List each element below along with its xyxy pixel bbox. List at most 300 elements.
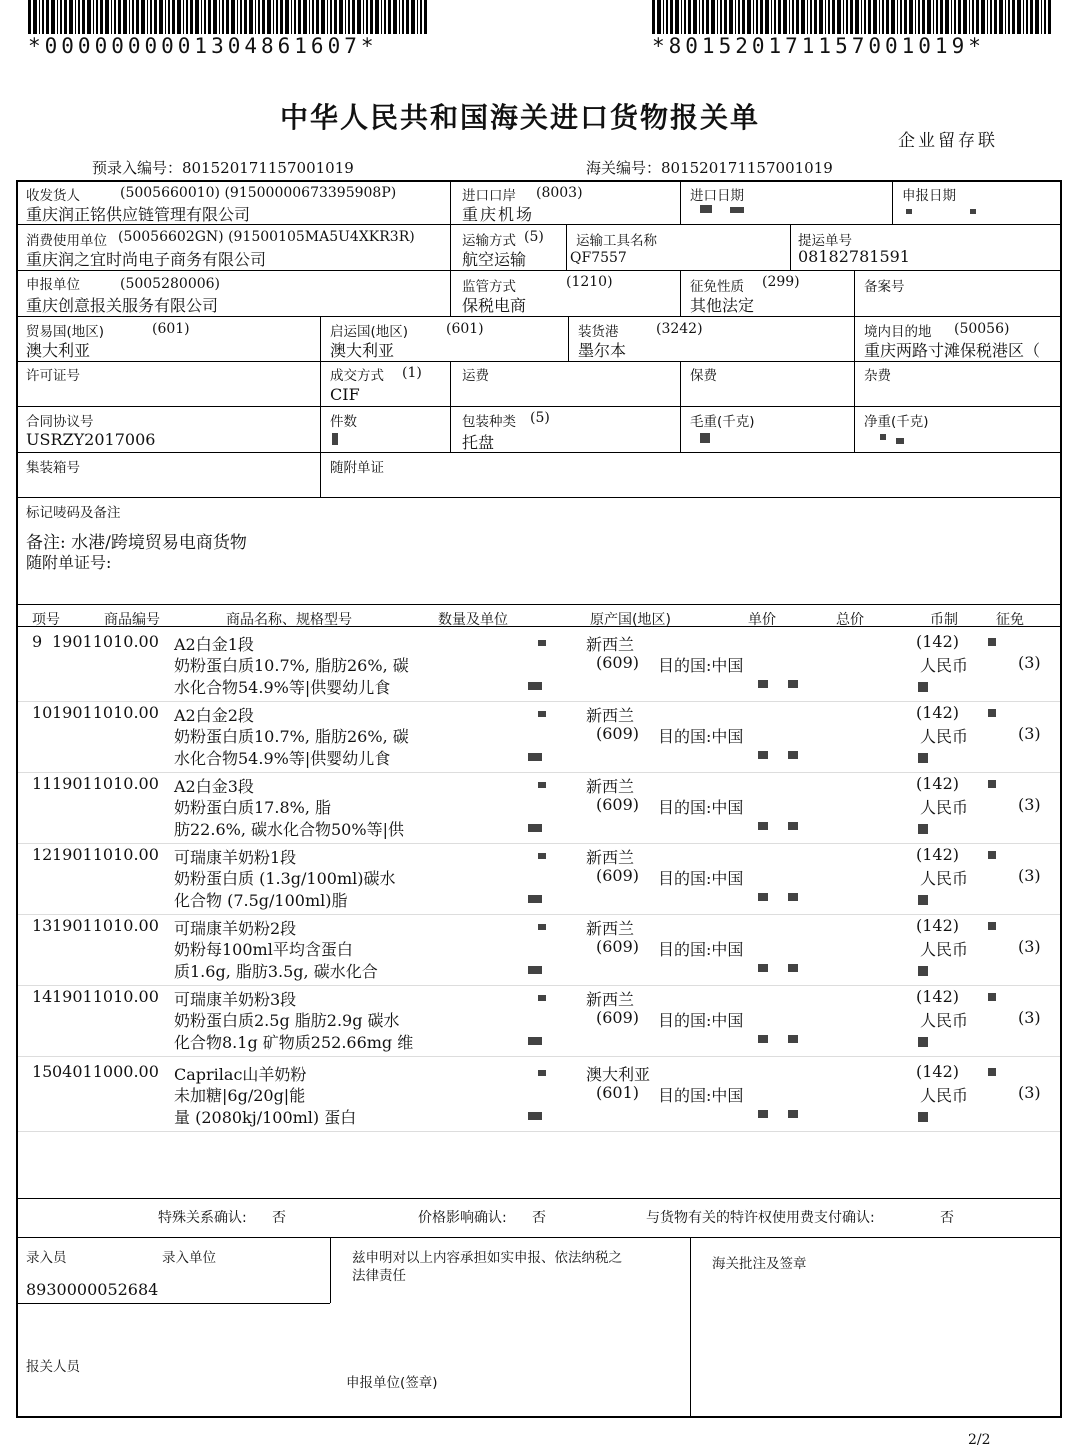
item-spec2: 化合物 (7.5g/100ml)脂 — [174, 891, 348, 910]
barcode-bar — [78, 0, 80, 34]
item-code: 19011010.00 — [52, 703, 159, 722]
barcode-bar — [172, 0, 175, 34]
item-spec1: 奶粉蛋白质17.8%, 脂 — [174, 798, 332, 817]
barcode-bar — [879, 0, 880, 34]
item-currency: 人民币 — [920, 869, 969, 888]
package-label: 包装种类 — [462, 414, 516, 430]
barcode-bar — [801, 0, 805, 34]
declaration-text-1: 兹申明对以上内容承担如实申报、依法纳税之 — [352, 1250, 622, 1266]
pre-entry-number: 预录入编号：801520171157001019 — [92, 159, 354, 177]
barcode-bar — [96, 0, 98, 34]
redaction-mark — [758, 1110, 768, 1118]
item-spec2: 化合物8.1g 矿物质252.66mg 维 — [174, 1033, 414, 1052]
item-spec2: 质1.6g, 脂肪3.5g, 碳水化合 — [174, 962, 378, 981]
remark-line2: 随附单证号: — [26, 553, 112, 572]
barcode-bar — [411, 0, 415, 34]
barcode-bar — [231, 0, 235, 34]
item-no: 15 — [32, 1062, 53, 1081]
barcode-bar — [69, 0, 73, 34]
item-country-code: (609) — [596, 1008, 640, 1027]
barcode-bar — [819, 0, 823, 34]
deal-mode-label: 成交方式 — [330, 368, 384, 384]
declarant-label: 申报单位 — [26, 277, 80, 293]
royalty-value: 否 — [940, 1210, 954, 1226]
col-levy: 征免 — [996, 612, 1024, 628]
barcode-bar — [657, 0, 661, 34]
price-influence-label: 价格影响确认: — [418, 1210, 507, 1226]
item-levy: (3) — [1018, 795, 1041, 814]
barcode-bar — [873, 0, 877, 34]
col-quantity: 数量及单位 — [438, 612, 508, 628]
item-no: 14 — [32, 987, 53, 1006]
item-country-code: (609) — [596, 724, 640, 743]
destination-value: 重庆两路寸滩保税港区（ — [864, 341, 1041, 360]
item-cur-code: (142) — [916, 632, 960, 651]
vehicle-value: QF7557 — [570, 250, 627, 266]
redaction-mark — [528, 1037, 542, 1045]
item-cur-code: (142) — [916, 916, 960, 935]
levy-value: 其他法定 — [690, 296, 755, 315]
item-code: 19011010.00 — [52, 987, 159, 1006]
item-spec1: 奶粉每100ml平均含蛋白 — [174, 940, 353, 959]
supervision-code: (1210) — [566, 274, 613, 290]
barcode-bar — [348, 0, 350, 34]
barcode-bar — [201, 0, 202, 34]
barcode-bar — [909, 0, 913, 34]
remark-line1: 备注: 水港/跨境贸易电商货物 — [26, 533, 247, 553]
price-influence-value: 否 — [532, 1210, 546, 1226]
barcode-bar — [756, 0, 758, 34]
barcode-bar — [724, 0, 727, 34]
barcode-bar — [684, 0, 686, 34]
barcode-bar — [825, 0, 826, 34]
barcode-bar — [1008, 0, 1010, 34]
item-spec2: 量 (2080kj/100ml) 蛋白 — [174, 1108, 357, 1127]
item-levy: (3) — [1018, 1083, 1041, 1102]
page-number: 2/2 — [968, 1432, 991, 1448]
barcode-bar — [940, 0, 943, 34]
barcode-bar — [183, 0, 184, 34]
col-item-no: 项号 — [32, 612, 60, 628]
origin-country-label: 启运国(地区) — [330, 324, 409, 340]
barcode-bar — [159, 0, 163, 34]
customs-number: 海关编号：801520171157001019 — [586, 159, 833, 177]
barcode-bar — [60, 0, 62, 34]
item-levy: (3) — [1018, 653, 1041, 672]
barcode-bar — [994, 0, 997, 34]
barcode-bar — [945, 0, 949, 34]
barcode-bar — [111, 0, 112, 34]
redaction-mark — [758, 751, 768, 759]
barcode-bar — [273, 0, 274, 34]
levy-code: (299) — [762, 274, 800, 290]
freight-label: 运费 — [462, 368, 489, 384]
barcode-bar — [963, 0, 967, 34]
barcode-bar — [954, 0, 956, 34]
item-name: Caprilac山羊奶粉 — [174, 1065, 307, 1084]
barcode-bar — [255, 0, 256, 34]
barcode-bar — [262, 0, 265, 34]
item-currency: 人民币 — [920, 798, 969, 817]
barcode-bar — [711, 0, 715, 34]
barcode-bar — [352, 0, 355, 34]
item-currency: 人民币 — [920, 1011, 969, 1030]
barcode-bar — [729, 0, 733, 34]
barcode-bar — [1048, 0, 1051, 34]
barcode-bar — [663, 0, 664, 34]
barcode-bar — [933, 0, 934, 34]
barcode-bar — [789, 0, 790, 34]
item-country-code: (609) — [596, 937, 640, 956]
transport-mode-label: 运输方式 — [462, 233, 516, 249]
package-code: (5) — [530, 410, 550, 426]
item-levy: (3) — [1018, 1008, 1041, 1027]
barcode-bar — [312, 0, 314, 34]
loading-port-label: 装货港 — [578, 324, 619, 340]
barcode-bar — [28, 0, 31, 34]
barcode-bar — [796, 0, 799, 34]
barcode-bar — [384, 0, 386, 34]
barcode-bar — [1023, 0, 1024, 34]
barcode-bar — [190, 0, 193, 34]
item-name: A2白金1段 — [174, 635, 254, 654]
redaction-mark — [918, 895, 928, 905]
barcode-bar — [735, 0, 736, 34]
barcode-bar — [105, 0, 109, 34]
barcode-bar — [868, 0, 871, 34]
barcode-bar — [177, 0, 181, 34]
redaction-mark — [988, 638, 996, 646]
declaration-text-2: 法律责任 — [352, 1268, 406, 1284]
barcode-bar — [675, 0, 679, 34]
trade-country-code: (601) — [152, 321, 190, 337]
barcode-bar — [976, 0, 979, 34]
item-levy: (3) — [1018, 724, 1041, 743]
item-spec1: 奶粉蛋白质2.5g 脂肪2.9g 碳水 — [174, 1011, 400, 1030]
item-spec1: 奶粉蛋白质 (1.3g/100ml)碳水 — [174, 869, 396, 888]
table-row — [18, 630, 1060, 702]
item-country-code: (609) — [596, 795, 640, 814]
col-unit-price: 单价 — [748, 612, 776, 628]
redaction-mark — [788, 893, 798, 901]
customs-approval-label: 海关批注及签章 — [712, 1256, 807, 1272]
destination-label: 境内目的地 — [864, 324, 932, 340]
redaction-mark — [538, 711, 546, 717]
barcode-bar — [666, 0, 668, 34]
barcode-bar — [147, 0, 148, 34]
item-spec1: 未加糖|6g/20g|能 — [174, 1086, 306, 1105]
record-label: 备案号 — [864, 279, 905, 295]
barcode-bar — [828, 0, 830, 34]
item-no: 10 — [32, 703, 53, 722]
redaction-mark — [758, 822, 768, 830]
barcode-bar — [93, 0, 94, 34]
barcode-bar — [267, 0, 271, 34]
barcode-bar — [927, 0, 931, 34]
barcode-bar — [370, 0, 373, 34]
barcode-bar — [922, 0, 925, 34]
barcode-bar — [843, 0, 844, 34]
item-cur-code: (142) — [916, 845, 960, 864]
gross-weight-label: 毛重(千克) — [690, 414, 755, 430]
barcode-bar — [298, 0, 301, 34]
redaction-mark — [788, 822, 798, 830]
barcode-bar — [990, 0, 992, 34]
barcode-bar — [321, 0, 325, 34]
barcode-bar — [42, 0, 44, 34]
item-spec2: 水化合物54.9%等|供婴幼儿食 — [174, 749, 391, 768]
barcode-bar — [652, 0, 655, 34]
barcode-bar — [399, 0, 400, 34]
redaction-mark — [758, 964, 768, 972]
item-currency: 人民币 — [920, 940, 969, 959]
barcode-bar — [186, 0, 188, 34]
item-currency: 人民币 — [920, 1086, 969, 1105]
barcode-bar — [222, 0, 224, 34]
consumer-code: (50056602GN) (91500105MA5U4XKR3R) — [118, 229, 415, 245]
barcode-bar — [810, 0, 812, 34]
redaction-mark — [918, 682, 928, 692]
redaction-mark — [988, 851, 996, 859]
barcode-bar — [406, 0, 409, 34]
barcode-bar — [330, 0, 332, 34]
barcode-bar — [742, 0, 745, 34]
barcode-bar — [39, 0, 40, 34]
barcode-bar — [1035, 0, 1039, 34]
barcode-bar — [915, 0, 916, 34]
import-date-label: 进口日期 — [690, 188, 744, 204]
item-spec1: 奶粉蛋白质10.7%, 脂肪26%, 碳 — [174, 727, 409, 746]
contract-label: 合同协议号 — [26, 414, 94, 430]
barcode-bar — [999, 0, 1003, 34]
vehicle-label: 运输工具名称 — [576, 233, 657, 249]
barcode-bar — [738, 0, 740, 34]
broker-label: 报关人员 — [26, 1359, 80, 1375]
item-spec2: 肪22.6%, 碳水化合物50%等|供 — [174, 820, 404, 839]
redaction-mark — [788, 751, 798, 759]
levy-label: 征免性质 — [690, 279, 744, 295]
barcode-bar — [951, 0, 952, 34]
barcode-bar — [114, 0, 116, 34]
supervision-label: 监管方式 — [462, 279, 516, 295]
bill-label: 提运单号 — [798, 233, 852, 249]
barcode-bar — [969, 0, 970, 34]
barcode-bar — [363, 0, 364, 34]
barcode-bar — [339, 0, 343, 34]
table-row — [18, 843, 1060, 915]
barcode-bar — [129, 0, 130, 34]
item-country-code: (609) — [596, 866, 640, 885]
barcode-bar — [771, 0, 772, 34]
barcode-bar — [75, 0, 76, 34]
barcode-bar — [150, 0, 152, 34]
item-dest: 目的国:中国 — [658, 1011, 744, 1030]
barcode-bar — [904, 0, 907, 34]
item-dest: 目的国:中国 — [658, 940, 744, 959]
item-spec2: 水化合物54.9%等|供婴幼儿食 — [174, 678, 391, 697]
redaction-mark — [988, 780, 996, 788]
barcode-bar — [792, 0, 794, 34]
redaction-mark — [758, 680, 768, 688]
license-label: 许可证号 — [26, 368, 80, 384]
barcode-bar — [226, 0, 229, 34]
item-name: A2白金2段 — [174, 706, 254, 725]
redaction-mark — [528, 682, 542, 690]
redaction-mark — [918, 966, 928, 976]
barcode-bar — [366, 0, 368, 34]
barcode-bar — [219, 0, 220, 34]
barcode-bar — [747, 0, 751, 34]
barcode-bar — [388, 0, 391, 34]
redaction-mark — [758, 893, 768, 901]
barcode-bar — [981, 0, 985, 34]
barcode-bar — [141, 0, 145, 34]
barcode-bar — [699, 0, 700, 34]
net-weight-label: 净重(千克) — [864, 414, 929, 430]
barcode-bar — [1012, 0, 1015, 34]
barcode-bar — [327, 0, 328, 34]
redaction-mark — [538, 782, 546, 788]
barcode-bar — [64, 0, 67, 34]
document-title: 中华人民共和国海关进口货物报关单 — [279, 101, 760, 134]
redaction-mark — [988, 993, 996, 1001]
item-dest: 目的国:中国 — [658, 798, 744, 817]
barcode-bar — [393, 0, 397, 34]
item-country: 新西兰 — [586, 990, 635, 1009]
barcode-bar — [778, 0, 781, 34]
item-code: 19011010.00 — [52, 774, 159, 793]
item-no: 12 — [32, 845, 53, 864]
item-cur-code: (142) — [916, 774, 960, 793]
barcode-bar — [154, 0, 157, 34]
redaction-mark — [918, 1037, 928, 1047]
barcode-bar — [123, 0, 127, 34]
barcode-bar — [249, 0, 253, 34]
attached-doc-label: 随附单证 — [330, 460, 384, 476]
trade-country-label: 贸易国(地区) — [26, 324, 105, 340]
barcode-bar — [717, 0, 718, 34]
barcode-bar — [237, 0, 238, 34]
item-levy: (3) — [1018, 937, 1041, 956]
redaction-mark — [758, 1035, 768, 1043]
barcode-bar — [57, 0, 58, 34]
barcode-bar — [1041, 0, 1042, 34]
item-country: 澳大利亚 — [586, 1065, 651, 1084]
item-cur-code: (142) — [916, 987, 960, 1006]
declare-date-label: 申报日期 — [902, 188, 956, 204]
barcode-bar — [291, 0, 292, 34]
item-country-code: (609) — [596, 653, 640, 672]
special-relation-value: 否 — [272, 1210, 286, 1226]
redaction-mark — [788, 680, 798, 688]
col-origin-country: 原产国(地区) — [590, 612, 671, 628]
barcode-bar — [240, 0, 242, 34]
declarant-code: (5005280006) — [120, 276, 220, 292]
barcode-bar — [814, 0, 817, 34]
item-name: 可瑞康羊奶粉1段 — [174, 848, 297, 867]
redaction-mark — [788, 964, 798, 972]
barcode-bar — [357, 0, 361, 34]
barcode-bar — [753, 0, 754, 34]
redaction-mark — [528, 753, 542, 761]
redaction-mark — [988, 1068, 996, 1076]
item-country-code: (601) — [596, 1083, 640, 1102]
insurance-label: 保费 — [690, 368, 717, 384]
supervision-value: 保税电商 — [462, 296, 527, 315]
entry-unit-label: 录入单位 — [162, 1250, 216, 1266]
barcode-bar — [136, 0, 139, 34]
item-code: 19011010.00 — [52, 632, 159, 651]
deal-mode-value: CIF — [330, 385, 360, 404]
col-currency: 币制 — [930, 612, 958, 628]
barcode-bar — [334, 0, 337, 34]
col-goods-code: 商品编号 — [104, 612, 160, 628]
barcode-bar — [936, 0, 938, 34]
col-goods-name: 商品名称、规格型号 — [226, 612, 352, 628]
redaction-mark — [528, 895, 542, 903]
item-levy: (3) — [1018, 866, 1041, 885]
redaction-mark — [988, 709, 996, 717]
consumer-name: 重庆润之宜时尚电子商务有限公司 — [26, 250, 267, 269]
barcode-bar — [846, 0, 848, 34]
redaction-mark — [538, 924, 546, 930]
barcode-bar — [100, 0, 103, 34]
barcode-bar — [375, 0, 379, 34]
barcode-bar — [693, 0, 697, 34]
pieces-label: 件数 — [330, 414, 357, 430]
barcode-right — [652, 0, 1064, 34]
barcode-bar — [837, 0, 841, 34]
table-row — [18, 772, 1060, 844]
bill-value: 08182781591 — [798, 247, 910, 266]
declarant-name: 重庆创意报关服务有限公司 — [26, 296, 219, 315]
port-label: 进口口岸 — [462, 188, 516, 204]
table-row — [18, 1060, 1060, 1132]
barcode-bar — [417, 0, 418, 34]
col-total-price: 总价 — [836, 612, 864, 628]
barcode-bar — [82, 0, 85, 34]
item-currency: 人民币 — [920, 727, 969, 746]
redaction-mark — [918, 1112, 928, 1122]
item-name: 可瑞康羊奶粉3段 — [174, 990, 297, 1009]
barcode-bar — [720, 0, 722, 34]
barcode-bar — [900, 0, 902, 34]
barcode-bar — [168, 0, 170, 34]
redaction-mark — [918, 753, 928, 763]
redaction-mark — [788, 1035, 798, 1043]
barcode-bar — [1026, 0, 1028, 34]
item-currency: 人民币 — [920, 656, 969, 675]
barcode-bar — [861, 0, 862, 34]
item-no: 9 — [32, 632, 43, 651]
barcode-bar — [258, 0, 260, 34]
destination-code: (50056) — [954, 321, 1010, 337]
container-label: 集装箱号 — [26, 460, 80, 476]
redaction-mark — [538, 640, 546, 646]
barcode-bar — [774, 0, 776, 34]
item-dest: 目的国:中国 — [658, 656, 744, 675]
barcode-bar — [1030, 0, 1033, 34]
contract-value: USRZY2017006 — [26, 430, 156, 449]
item-dest: 目的国:中国 — [658, 1086, 744, 1105]
barcode-bar — [402, 0, 404, 34]
barcode-bar — [294, 0, 296, 34]
origin-country-value: 澳大利亚 — [330, 341, 395, 360]
unit-sign-label: 申报单位(签章) — [346, 1375, 438, 1391]
item-country: 新西兰 — [586, 848, 635, 867]
misc-label: 杂费 — [864, 368, 891, 384]
item-country: 新西兰 — [586, 919, 635, 938]
